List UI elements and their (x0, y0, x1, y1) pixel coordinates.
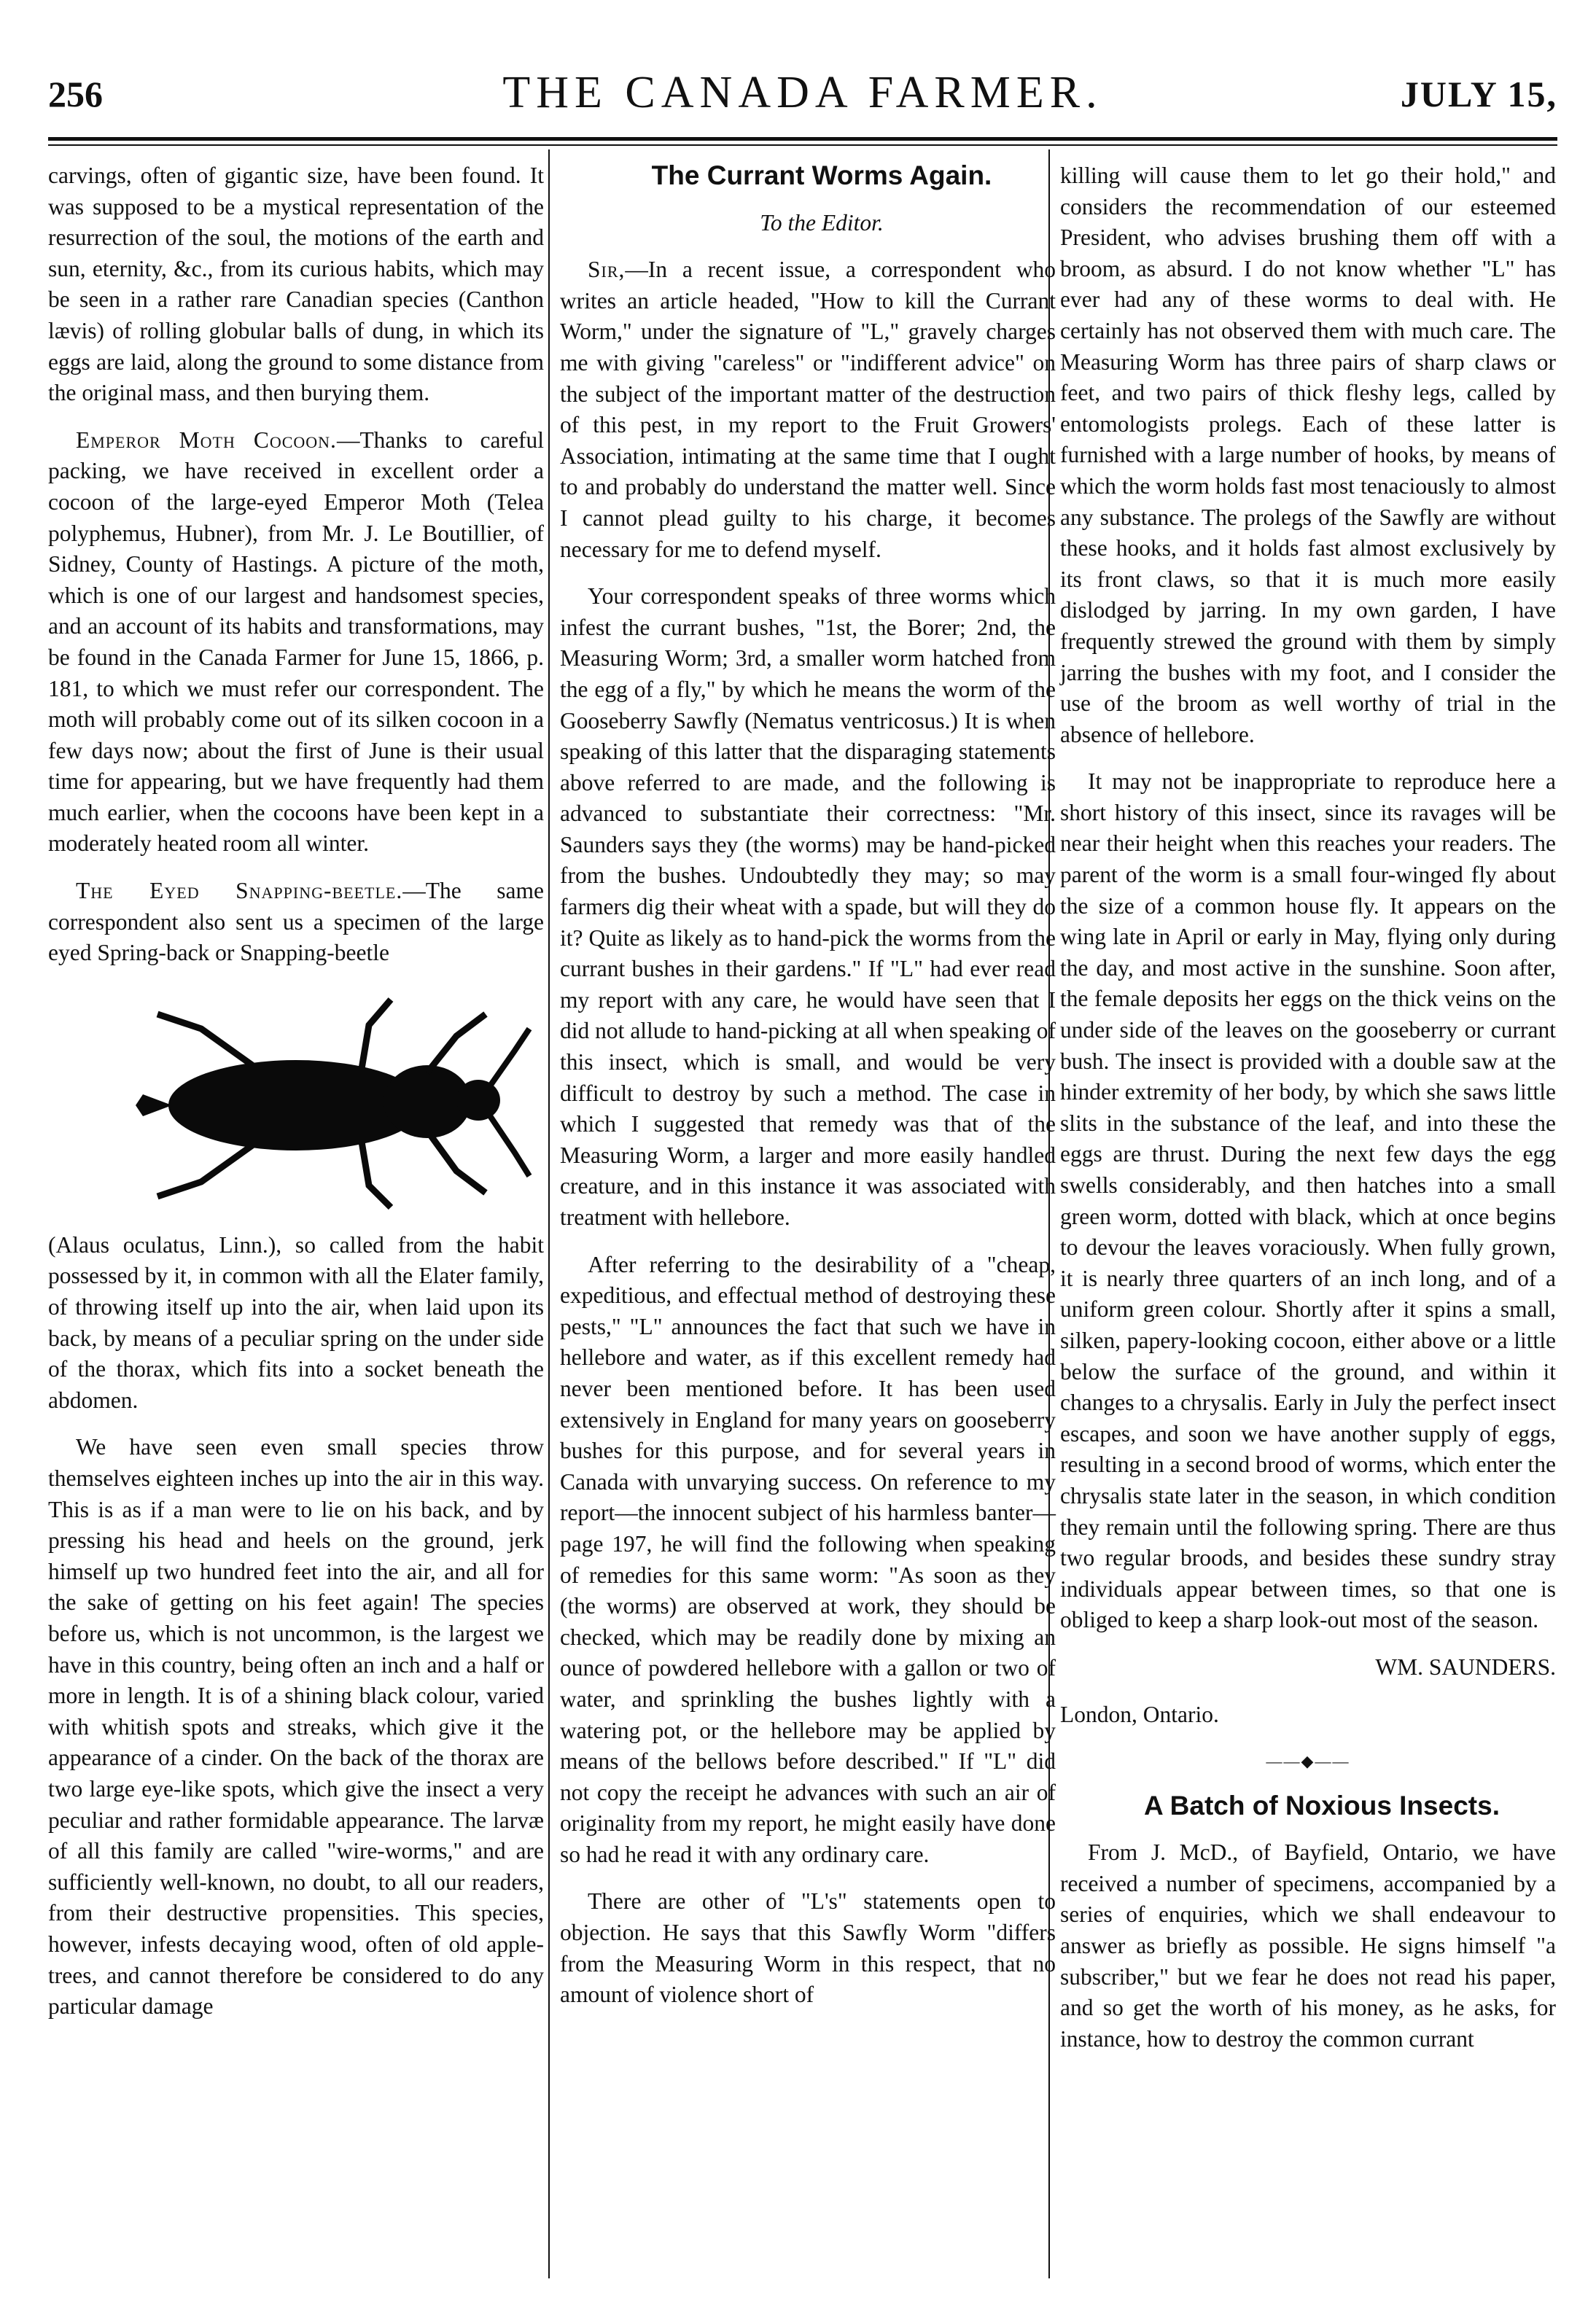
paragraph: From J. McD., of Bayfield, Ontario, we have received a number of specimens, accompanied by a series of enquiries, which we shall endeavour to answer as briefly as possible. He signs himself "a subscriber," but we fear he does not read his paper, and so get the worth of his money, as he asks, for instance, how to destroy the common currant (1060, 1839, 1556, 2052)
column-3 (1060, 160, 1556, 2071)
paragraph: There are other of "L's" statements open to objection. He says that this Sawfly Worm "differs from the Measuring Worm in this respect, that no amount of violence short of (560, 1888, 1056, 2008)
paragraph: We have seen even small species throw themselves eighteen inches up into the air in this way. This is as if a man were to lie on his back, and by pressing his head and heels on the ground, jerk himself up two hundred feet into the air, and all for the sake of getting on his feet again! The species before us, which is not uncommon, is the largest we have in this country, being often an inch and a half or more in length. It is of a shining black colour, varied with whitish spots and streaks, which give it the appearance of a cinder. On the back of the thorax are two large eye-like spots, which give the insect a very peculiar and rather formidable appearance. The larvæ of all this family are called "wire-worms," and are sufficiently well-known, no doubt, to all our readers, from their destructive propensities. This species, however, infests decaying wood, often of old apple-trees, and cannot therefore be considered to do any particular damage (48, 1434, 544, 2020)
paragraph: (Alaus oculatus, Linn.), so called from the habit possessed by it, in common with all the Elater family, of throwing itself up into the air, when laid upon its back, by means of a peculiar spring on the under side of the thorax, which fits into a socket beneath the abdomen. (48, 1231, 544, 1413)
paragraph: Your correspondent speaks of three worms which infest the currant bushes, "1st, the Borer; 2nd, the Measuring Worm; 3rd, a smaller worm hatched from the egg of a fly," by which he means the worm of the Gooseberry Sawfly (Nematus ventricosus.) It is when speaking of this latter that the disparaging statements above referred to are made, and the following is advanced to substantiate their correctness: "Mr. Saunders says they (the worms) may be hand-picked from the bushes. Undoubtedly they may; so may farmers dig their wheat with a spade, but will they do it? Quite as likely as to hand-pick the worms from the currant bushes in their gardens." If "L" had ever read my report with any care, he would have seen that I did not allude to hand-picking at all when speaking of this insect, which is small, and would be very difficult to destroy by such a method. The case in which I suggested that remedy was that of the Measuring Worm, a larger and more easily handled creature, and in this instance it was associated with treatment with hellebore. (560, 583, 1056, 1230)
place-line: London, Ontario. (1060, 1701, 1219, 1727)
page-number: 256 (48, 74, 103, 114)
paragraph-text: —In a recent issue, a correspondent who writes an article headed, "How to kill the Currant Worm," under the signature of "L," gravely charges me with giving "careless" or "indifferent advice" on the subject of the important matter of the destruction of this pest, in my report to the Fruit Growers' Association, intimating at the same time that I ought to and probably do understand the matter well. Since I cannot plead guilty to his charge, it becomes necessary for me to defend myself. (560, 257, 1056, 562)
ornament-divider: ——◆—— (1266, 1752, 1350, 1771)
signature: WM. SAUNDERS. (1375, 1654, 1556, 1680)
beetle-icon (48, 985, 544, 1220)
paragraph: carvings, often of gigantic size, have been found. It was supposed to be a mystical representation of the resurrection of the soul, the motions of the earth and sun, eternity, &c., from its curious habits, which may be seen in a rather rare Canadian species (Canthon lævis) of rolling globular balls of dung, in which its eggs are laid, along the ground to some distance from the original mass, and then burying them. (48, 163, 544, 406)
column-2 (560, 160, 1056, 2027)
column-1 (48, 160, 544, 2039)
paragraph (560, 254, 1056, 565)
paragraph: It may not be inappropriate to reproduce here a short history of this insect, since its ravages will be near their height when this reaches your readers. The parent of the worm is a small four-winged fly about the size of a common house fly. It appears on the wing late in April or early in May, flying only during the day, and most active in the sunshine. Soon after, the female deposits her eggs on the thick veins on the under side of the leaves on the gooseberry or currant bush. The insect is provided with a double saw at the hinder extremity of her body, by which she saws little slits in the substance of the leaf, and into these the eggs are thrust. During the next few days the egg swells considerably, and then hatches into a small green worm, dotted with black, which at once begins to devour the leaves voraciously. When fully grown, it is nearly three quarters of an inch long, and of a uniform green colour. Shortly after it spins a small, silken, papery-looking cocoon, either above or a little below the surface of the ground, and within it changes to a chrysalis. Early in July the perfect insect escapes, and soon we have another supply of eggs, resulting in a second brood of worms, which enter the chrysalis state later in the season, in which condition they remain until the following spring. There are thus two regular broods, and besides these sundry stray individuals appear between times, so that one is obliged to keep a sharp look-out most of the season. (1060, 768, 1556, 1633)
paragraph: After referring to the desirability of a "cheap, expeditious, and effectual method of destroying these pests," "L" announces the fact that such we have in hellebore and water, as if this excellent remedy had never been mentioned before. It has been used extensively in England for many years on gooseberry bushes for this purpose, and for several years in Canada with unvarying success. On reference to my report—the innocent subject of his harmless banter—page 197, he will find the following when speaking of remedies for this same worm: "As soon as they (the worms) are observed at work, they should be checked, which may be readily done by mixing an ounce of powdered hellebore with a gallon or two of water, and sprinkling the bushes lightly with a watering pot, or the hellebore may be applied by means of the bellows before described." If "L" did not copy the receipt he advances with such an air of originality from my report, he might easily have done so had he read it with any ordinary care. (560, 1251, 1056, 1867)
salutation: Sir, (588, 257, 626, 283)
paragraph (48, 425, 544, 860)
section-heading: The Eyed Snapping-beetle. (76, 878, 403, 904)
paragraph: killing will cause them to let go their hold," and considers the recommendation of our esteemed President, who advises brushing them off with a broom, as absurd. I do not know whether "L" has ever had any of these worms to deal with. He certainly has not observed them with much care. The Measuring Worm has three pairs of sharp claws or feet, and two pairs of thick fleshy legs, called by entomologists prolegs. Each of these latter is furnished with a large number of hooks, by means of which the worm holds fast most tenaciously to almost any substance. The prolegs of the Sawfly are without these hooks, and it holds fast almost exclusively by its front claws, so that it is much more easily dislodged by jarring. In my own garden, I have frequently strewed the ground with them by simply jarring the bushes with my foot, and I consider the use of the broom as well worthy of trial in the absence of hellebore. (1060, 163, 1556, 747)
masthead (48, 67, 1557, 133)
paragraph (48, 876, 544, 969)
paragraph-text: —Thanks to careful packing, we have received in excellent order a cocoon of the large-eyed Emperor Moth (Telea polyphemus, Hubner), from Mr. J. Le Boutillier, of Sidney, County of Hastings. A picture of the moth, which is one of our largest and handsomest species, and an account of its habits and transformations, may be found in the Canada Farmer for June 15, 1866, p. 181, to which we must refer our correspondent. The moth will probably come out of its silken cocoon in a few days now; about the first of June is their usual time for appearing, but we have frequently had them much earlier, when the cocoons have been kept in a moderately heated room all winter. (48, 427, 544, 857)
section-heading: Emperor Moth Cocoon. (76, 427, 337, 453)
salutation-heading: To the Editor. (760, 209, 884, 235)
masthead-rule (48, 137, 1557, 141)
article-headline: A Batch of Noxious Insects. (1144, 1790, 1500, 1821)
issue-date: JULY 15, (1400, 74, 1557, 114)
newspaper-title: THE CANADA FARMER. (502, 68, 1103, 117)
paragraph-text: —The same correspondent also sent us a specimen of the large eyed Spring-back or Snapping-beetle (48, 878, 545, 966)
masthead-rule-thin (48, 144, 1557, 146)
article-headline: The Currant Worms Again. (651, 160, 992, 190)
column-divider-1 (548, 149, 550, 2278)
